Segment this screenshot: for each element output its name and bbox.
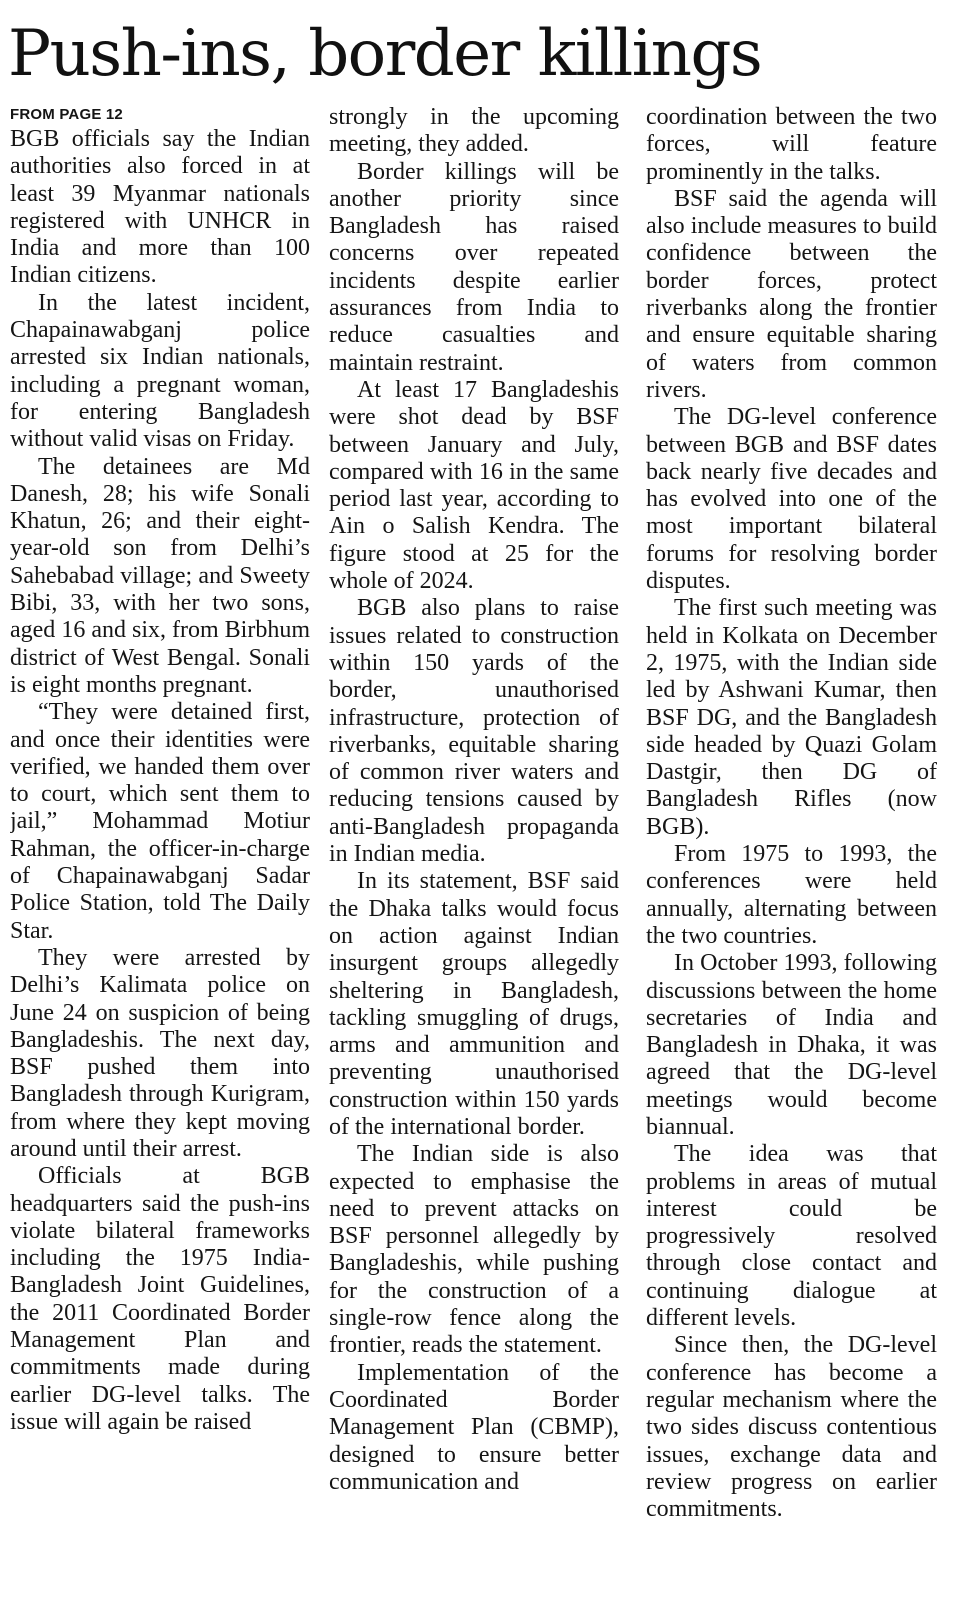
paragraph: In the latest incident, Chapainawabganj police arrested six Indian nationals, including a pregnant woman, for entering Bangladesh without valid visas on Friday. <box>10 289 310 453</box>
paragraph: In October 1993, following discussions between the home secretaries of India and Bangladesh in Dhaka, it was agreed that the DG-level meetings would become biannual. <box>646 950 937 1140</box>
paragraph: The DG-level conference between BGB and BSF dates back nearly five decades and has evolved into one of the most important bilateral forums for resolving border disputes. <box>646 404 937 595</box>
paragraph: coordination between the two forces, will feature prominently in the talks. <box>646 104 937 185</box>
continued-from-kicker: FROM PAGE 12 <box>10 106 123 123</box>
paragraph: In its statement, BSF said the Dhaka talks would focus on action against Indian insurgent groups allegedly sheltering in Bangladesh, tackling smuggling of drugs, arms and ammunition and preventing unauthorised construction within 150 yards of the international border. <box>329 868 619 1140</box>
paragraph: The Indian side is also expected to emphasise the need to prevent attacks on BSF personnel allegedly by Bangladeshis, while pushing for the construction of a single-row fence along the frontier, reads the statement. <box>329 1141 619 1359</box>
paragraph: BGB officials say the Indian authorities also forced in at least 39 Myanmar nationals registered with UNHCR in India and more than 100 Indian citizens. <box>10 126 310 289</box>
article-column-2 <box>329 104 619 1614</box>
paragraph: At least 17 Bangladeshis were shot dead by BSF between January and July, compared with 16 in the same period last year, according to Ain o Salish Kendra. The figure stood at 25 for the whole of 2024. <box>329 376 619 595</box>
paragraph: The first such meeting was held in Kolkata on December 2, 1975, with the Indian side led by Ashwani Kumar, then BSF DG, and the Bangladesh side headed by Quazi Golam Dastgir, then DG of Bangladesh Rifles (now BGB). <box>646 595 937 840</box>
paragraph: Implementation of the Coordinated Border Management Plan (CBMP), designed to ensure better communication and <box>329 1359 619 1495</box>
paragraph: They were arrested by Delhi’s Kalimata police on June 24 on suspicion of being Bangladeshis. The next day, BSF pushed them into Bangladesh through Kurigram, from where they kept moving around until their arrest. <box>10 944 310 1162</box>
paragraph: Border killings will be another priority since Bangladesh has raised concerns over repeated incidents despite earlier assurances from India to reduce casualties and maintain restraint. <box>329 158 619 376</box>
paragraph: Since then, the DG-level conference has become a regular mechanism where the two sides discuss contentious issues, exchange data and review progress on earlier commitments. <box>646 1332 937 1523</box>
paragraph: strongly in the upcoming meeting, they added. <box>329 104 619 158</box>
headline: Push-ins, border killings <box>8 17 762 91</box>
article-column-3 <box>646 104 937 1614</box>
paragraph: BGB also plans to raise issues related to construction within 150 yards of the border, unauthorised infrastructure, protection of riverbanks, equitable sharing of common river waters and reducing tensions caused by anti-Bangladesh propaganda in Indian media. <box>329 595 619 868</box>
paragraph: “They were detained first, and once their identities were verified, we handed them over to court, which sent them to jail,” Mohammad Motiur Rahman, the officer-in-charge of Chapainawabganj Sadar Police Station, told The Daily Star. <box>10 699 310 944</box>
paragraph: BSF said the agenda will also include measures to build confidence between the border forces, protect riverbanks along the frontier and ensure equitable sharing of waters from common rivers. <box>646 185 937 403</box>
paragraph: The detainees are Md Danesh, 28; his wife Sonali Khatun, 26; and their eight-year-old son from Delhi’s Sahebabad village; and Sweety Bibi, 33, with her two sons, aged 16 and six, from Birbhum district of West Bengal. Sonali is eight months pregnant. <box>10 453 310 698</box>
paragraph: The idea was that problems in areas of mutual interest could be progressively resolved through close contact and continuing dialogue at different levels. <box>646 1141 937 1332</box>
article-column-1 <box>10 104 310 1614</box>
paragraph: From 1975 to 1993, the conferences were held annually, alternating between the two countries. <box>646 841 937 949</box>
paragraph: Officials at BGB headquarters said the push-ins violate bilateral frameworks including the 1975 India-Bangladesh Joint Guidelines, the 2011 Coordinated Border Management Plan and commitments made during earlier DG-level talks. The issue will again be raised <box>10 1163 310 1435</box>
